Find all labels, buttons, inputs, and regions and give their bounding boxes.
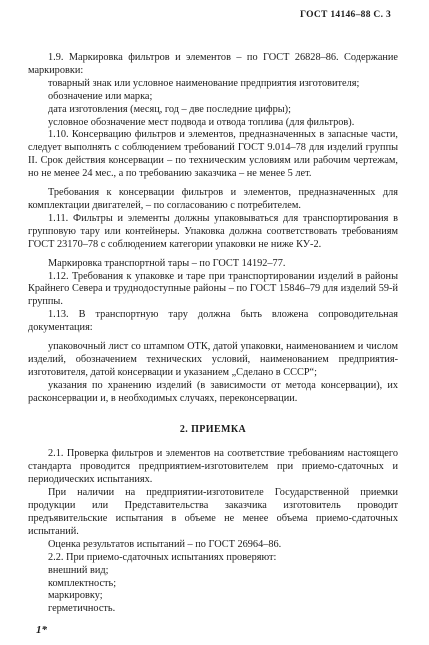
paragraph: упаковочный лист со штампом ОТК, датой упаковки, наименованием и числом изделий, обозначением технических условий, наименованием предприятия-изготовителя, датой консервации и указанием „Сделано в СССР“; [28,341,398,378]
paragraph: Требования к консервации фильтров и элементов, предназначенных для комплектации двигателей, – по согласованию с потребителем. [28,187,398,211]
paragraph: 1.10. Консервацию фильтров и элементов, предназначенных в запасные части, следует выполнять с соблюдением требований ГОСТ 9.014–78 для изделий группы II. Срок действия консервации – по техническим условиям или рабочим чертежам, но не менее 24 мес., а по требованию заказчика – не менее 5 лет. [28,129,398,180]
paragraph: 1.12. Требования к упаковке и таре при транспортировании изделий в районы Крайнего Севера и труднодоступные районы – по ГОСТ 15846–79 для изделий 59-й группы. [28,270,398,308]
paragraph: При наличии на предприятии-изготовителе Государственной приемки продукции или Представительства заказчика изготовитель проводит предъявительские испытания в объеме не менее объема приемо-сдаточных испытаний. [28,487,398,537]
paragraph: 2.2. При приемо-сдаточных испытаниях проверяют: [48,551,277,563]
paragraph: Маркировка транспортной тары – по ГОСТ 14192–77. [48,257,286,269]
paragraph: комплектность; [48,577,117,589]
paragraph: 1.11. Фильтры и элементы должны упаковываться для транспортирования в групповую тару или контейнеры. Упаковка должна соответствовать требованиям ГОСТ 23170–78 с соблюдением категории упаковки не ниже КУ-2. [28,212,398,250]
section-title-acceptance: 2. ПРИЕМКА [179,423,247,435]
paragraph: внешний вид; [48,564,109,576]
paragraph: товарный знак или условное наименование предприятия изготовителя; [48,77,360,89]
paragraph: 1.9. Маркировка фильтров и элементов – по ГОСТ 26828–86. Содержание маркировки: [28,52,398,76]
paragraph: герметичность. [48,603,116,615]
section-2-acceptance [28,448,398,616]
section-1-requirements [28,52,398,406]
paragraph: Оценка результатов испытаний – по ГОСТ 26964–86. [48,538,282,550]
document-body [28,52,398,616]
paragraph: указания по хранению изделий (в зависимости от метода консервации), их расконсервации и, в необходимых случаях, переконсервации. [28,379,398,404]
paragraph: маркировку; [48,590,103,602]
paragraph: 1.13. В транспортную тару должна быть вложена сопроводительная документация: [28,309,398,334]
paragraph: условное обозначение мест подвода и отвода топлива (для фильтров). [48,116,355,128]
paragraph: дата изготовления (месяц, год – две последние цифры); [48,103,291,115]
page-mark: 1* [36,624,47,636]
paragraph: 2.1. Проверка фильтров и элементов на соответствие требованиям настоящего стандарта проводится предприятием-изготовителем при приемо-сдаточных и периодических испытаниях. [28,448,398,486]
paragraph: обозначение или марка; [48,90,153,102]
page-header: ГОСТ 14146–88 С. 3 [299,10,391,20]
